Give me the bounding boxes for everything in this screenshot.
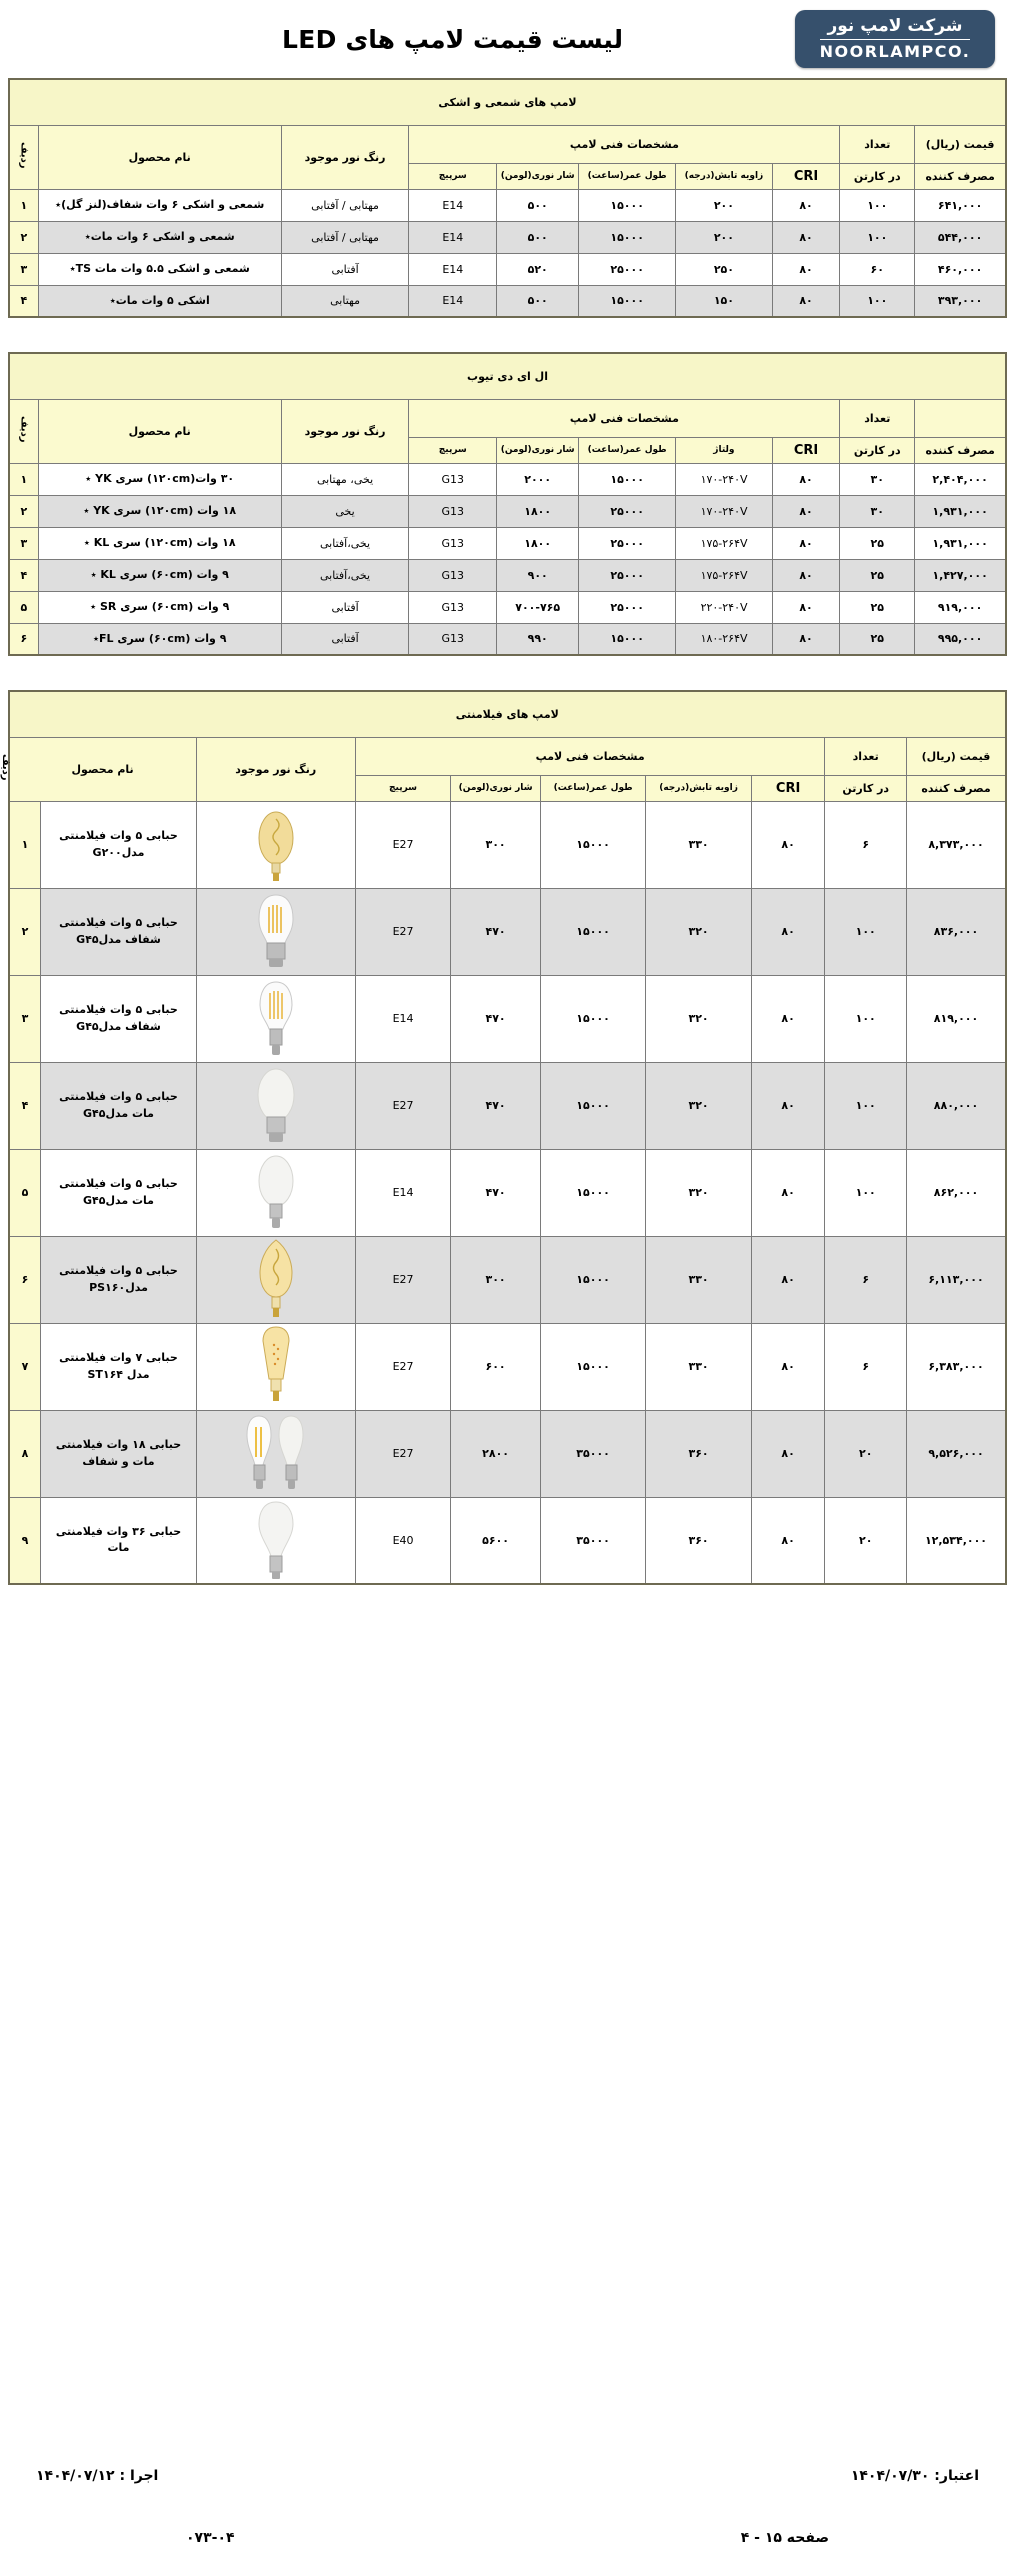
table-row xyxy=(9,285,1006,317)
cell-lifetime: ۱۵۰۰۰ xyxy=(579,221,676,253)
th-product-name: نام محصول xyxy=(9,737,196,801)
cell-lumen: ۵۲۰ xyxy=(497,253,579,285)
table-row xyxy=(9,189,1006,221)
company-logo xyxy=(795,10,995,68)
cell-per-carton: ۱۰۰ xyxy=(825,1149,907,1236)
th-socket: سرپیچ xyxy=(409,163,497,189)
table-row xyxy=(9,1410,1006,1497)
cell-bulb-image xyxy=(196,1497,355,1584)
cell-socket: E27 xyxy=(355,1062,451,1149)
th-cri: CRI xyxy=(751,775,825,801)
section-banner xyxy=(9,691,1006,737)
cell-socket: E27 xyxy=(355,1410,451,1497)
cell-product-name: ۹ وات (۶۰cm) سری KL ٭ xyxy=(38,559,281,591)
th-lumen: شار نوری(لومن) xyxy=(497,437,579,463)
amber-teardrop-icon xyxy=(199,1240,353,1320)
cell-product-name: شمعی و اشکی ۶ وات مات٭ xyxy=(38,221,281,253)
cell-product-name: حبابی ۵ وات فیلامنتی مات مدلG۴۵ xyxy=(41,1062,196,1149)
cell-row-index: ۸ xyxy=(9,1410,41,1497)
page-footer xyxy=(0,2468,1015,2560)
cell-lumen: ۵۰۰ xyxy=(497,189,579,221)
table-row xyxy=(9,975,1006,1062)
cell-product-name: حبابی ۳۶ وات فیلامنتی مات xyxy=(41,1497,196,1584)
cell-product-name: ۱۸ وات (۱۲۰cm) سری YK ٭ xyxy=(38,495,281,527)
th-consumer: مصرف کننده xyxy=(907,775,1007,801)
cell-price: ۳۹۳,۰۰۰ xyxy=(915,285,1006,317)
cell-cri: ۸۰ xyxy=(751,975,825,1062)
cell-per-carton: ۱۰۰ xyxy=(825,975,907,1062)
cell-price: ۸۶۲,۰۰۰ xyxy=(907,1149,1007,1236)
cell-spec: ۳۳۰ xyxy=(646,1236,751,1323)
cell-price: ۱۲,۵۳۴,۰۰۰ xyxy=(907,1497,1007,1584)
cell-lifetime: ۱۵۰۰۰ xyxy=(540,1323,645,1410)
section-led-tube xyxy=(0,352,1015,656)
cell-lifetime: ۳۵۰۰۰ xyxy=(540,1497,645,1584)
cell-lifetime: ۱۵۰۰۰ xyxy=(540,1236,645,1323)
matte-e27-icon xyxy=(199,1066,353,1146)
cell-lumen: ۴۷۰ xyxy=(451,1149,541,1236)
cell-row-index: ۳ xyxy=(9,527,38,559)
cell-cri: ۸۰ xyxy=(751,1323,825,1410)
cell-per-carton: ۶ xyxy=(825,1323,907,1410)
section-title-filament: لامپ های فیلامنتی xyxy=(9,691,1006,737)
cell-light-color: آفتابی xyxy=(281,623,409,655)
th-per-carton: در کارتن xyxy=(825,775,907,801)
cell-spec: ۱۸۰-۲۶۴V xyxy=(676,623,773,655)
th-row-num: ردیف xyxy=(9,125,38,189)
cell-product-name: ۱۸ وات (۱۲۰cm) سری KL ٭ xyxy=(38,527,281,559)
cell-socket: E14 xyxy=(355,975,451,1062)
cell-cri: ۸۰ xyxy=(751,1236,825,1323)
th-light-color: رنگ نور موجود xyxy=(281,125,409,189)
th-light-color: رنگ نور موجود xyxy=(196,737,355,801)
cell-row-index: ۶ xyxy=(9,1236,41,1323)
cell-spec: ۳۲۰ xyxy=(646,888,751,975)
table-header-top xyxy=(9,737,1006,775)
table-row xyxy=(9,253,1006,285)
cell-per-carton: ۲۵ xyxy=(840,559,915,591)
th-spec: زاویه تابش(درجه) xyxy=(646,775,751,801)
cell-price: ۱,۴۲۷,۰۰۰ xyxy=(915,559,1006,591)
cell-price: ۶۴۱,۰۰۰ xyxy=(915,189,1006,221)
validity-date: اعتبار: ۱۴۰۴/۰۷/۳۰ xyxy=(850,2468,979,2484)
cell-price: ۸۸۰,۰۰۰ xyxy=(907,1062,1007,1149)
cell-lumen: ۶۰۰ xyxy=(451,1323,541,1410)
cell-price: ۹۱۹,۰۰۰ xyxy=(915,591,1006,623)
table-row xyxy=(9,463,1006,495)
cell-lumen: ۴۷۰ xyxy=(451,975,541,1062)
cell-light-color: یخی، مهتابی xyxy=(281,463,409,495)
cell-per-carton: ۲۰ xyxy=(825,1410,907,1497)
cell-product-name: شمعی و اشکی ۵.۵ وات مات TS٭ xyxy=(38,253,281,285)
th-socket: سرپیچ xyxy=(409,437,497,463)
cell-price: ۸,۳۷۳,۰۰۰ xyxy=(907,801,1007,888)
th-per-carton: در کارتن xyxy=(840,437,915,463)
cell-price: ۸۱۹,۰۰۰ xyxy=(907,975,1007,1062)
cell-light-color: مهتابی / آفتابی xyxy=(281,189,409,221)
table-row xyxy=(9,623,1006,655)
cell-light-color: آفتابی xyxy=(281,253,409,285)
cell-product-name: حبابی ۷ وات فیلامنتی مدل ST۱۶۴ xyxy=(41,1323,196,1410)
cell-lifetime: ۳۵۰۰۰ xyxy=(540,1410,645,1497)
cell-socket: E27 xyxy=(355,1236,451,1323)
clear-e27-icon xyxy=(199,892,353,972)
table-row xyxy=(9,888,1006,975)
cell-socket: E27 xyxy=(355,801,451,888)
cell-row-index: ۱ xyxy=(9,463,38,495)
th-price xyxy=(915,399,1006,437)
th-socket: سرپیچ xyxy=(355,775,451,801)
cell-spec: ۲۰۰ xyxy=(676,189,773,221)
cell-spec: ۳۶۰ xyxy=(646,1497,751,1584)
table-row xyxy=(9,1323,1006,1410)
cell-socket: G13 xyxy=(409,495,497,527)
cell-lumen: ۴۷۰ xyxy=(451,888,541,975)
cell-lifetime: ۲۵۰۰۰ xyxy=(579,495,676,527)
section-title-led-tube: ال ای دی تیوب xyxy=(9,353,1006,399)
cell-row-index: ۷ xyxy=(9,1323,41,1410)
th-lumen: شار نوری(لومن) xyxy=(451,775,541,801)
cell-row-index: ۲ xyxy=(9,888,41,975)
cell-product-name: ۹ وات (۶۰cm) سری SR ٭ xyxy=(38,591,281,623)
cell-lumen: ۲۰۰۰ xyxy=(497,463,579,495)
cell-bulb-image xyxy=(196,801,355,888)
th-consumer: مصرف کننده xyxy=(915,163,1006,189)
cell-per-carton: ۳۰ xyxy=(840,495,915,527)
page-number: صفحه ۱۵ - ۴ xyxy=(740,2530,829,2546)
cell-light-color: یخی،آفتابی xyxy=(281,527,409,559)
section-title-candle-teardrop: لامپ های شمعی و اشکی xyxy=(9,79,1006,125)
cell-lifetime: ۱۵۰۰۰ xyxy=(540,975,645,1062)
cell-socket: E27 xyxy=(355,1323,451,1410)
cell-lifetime: ۱۵۰۰۰ xyxy=(540,1062,645,1149)
price-sections xyxy=(0,78,1015,1585)
cell-light-color: یخی xyxy=(281,495,409,527)
clear-e14-icon xyxy=(199,979,353,1059)
amber-cone-icon xyxy=(199,1327,353,1407)
cell-product-name: ۳۰ وات(۱۲۰cm) سری YK ٭ xyxy=(38,463,281,495)
th-price: قیمت (ریال) xyxy=(915,125,1006,163)
cell-row-index: ۹ xyxy=(9,1497,41,1584)
cell-socket: E14 xyxy=(355,1149,451,1236)
page-header xyxy=(0,0,1015,78)
table-header-top xyxy=(9,399,1006,437)
cell-spec: ۱۷۵-۲۶۴V xyxy=(676,527,773,559)
cell-bulb-image xyxy=(196,1149,355,1236)
cell-row-index: ۱ xyxy=(9,801,41,888)
table-candle-teardrop xyxy=(8,78,1007,318)
cell-cri: ۸۰ xyxy=(772,495,840,527)
cell-light-color: یخی،آفتابی xyxy=(281,559,409,591)
cell-price: ۱,۹۳۱,۰۰۰ xyxy=(915,495,1006,527)
cell-per-carton: ۲۰ xyxy=(825,1497,907,1584)
cell-row-index: ۴ xyxy=(9,285,38,317)
cell-per-carton: ۱۰۰ xyxy=(825,1062,907,1149)
table-row xyxy=(9,591,1006,623)
cell-price: ۲,۴۰۴,۰۰۰ xyxy=(915,463,1006,495)
cell-lumen: ۲۸۰۰ xyxy=(451,1410,541,1497)
th-cri: CRI xyxy=(772,163,840,189)
cell-product-name: حبابی ۱۸ وات فیلامنتی مات و شفاف xyxy=(41,1410,196,1497)
page-title: لیست قیمت لامپ های LED xyxy=(282,24,623,54)
cell-socket: G13 xyxy=(409,463,497,495)
table-row xyxy=(9,1062,1006,1149)
th-spec: زاویه تابش(درجه) xyxy=(676,163,773,189)
cell-per-carton: ۱۰۰ xyxy=(840,285,915,317)
cell-price: ۹۹۵,۰۰۰ xyxy=(915,623,1006,655)
table-row xyxy=(9,1497,1006,1584)
cell-row-index: ۲ xyxy=(9,221,38,253)
section-banner xyxy=(9,353,1006,399)
cell-lifetime: ۲۵۰۰۰ xyxy=(579,253,676,285)
cell-cri: ۸۰ xyxy=(751,1062,825,1149)
cell-product-name: حبابی ۵ وات فیلامنتی مات مدلG۴۵ xyxy=(41,1149,196,1236)
cell-socket: E14 xyxy=(409,189,497,221)
th-light-color: رنگ نور موجود xyxy=(281,399,409,463)
cell-cri: ۸۰ xyxy=(751,1410,825,1497)
cell-socket: G13 xyxy=(409,527,497,559)
th-lumen: شار نوری(لومن) xyxy=(497,163,579,189)
cell-per-carton: ۶۰ xyxy=(840,253,915,285)
table-row xyxy=(9,1236,1006,1323)
cell-lifetime: ۲۵۰۰۰ xyxy=(579,591,676,623)
th-tech-specs: مشخصات فنی لامپ xyxy=(355,737,825,775)
cell-cri: ۸۰ xyxy=(772,463,840,495)
cell-spec: ۲۰۰ xyxy=(676,221,773,253)
cell-lifetime: ۱۵۰۰۰ xyxy=(540,888,645,975)
table-header-top xyxy=(9,125,1006,163)
cell-lifetime: ۲۵۰۰۰ xyxy=(579,527,676,559)
logo-text-fa: شرکت لامپ نور xyxy=(827,16,963,37)
th-lifetime: طول عمر(ساعت) xyxy=(540,775,645,801)
th-product-name: نام محصول xyxy=(38,125,281,189)
cell-spec: ۱۷۰-۲۴۰V xyxy=(676,463,773,495)
cell-cri: ۸۰ xyxy=(751,888,825,975)
th-consumer: مصرف کننده xyxy=(915,437,1006,463)
cell-socket: G13 xyxy=(409,591,497,623)
section-candle-teardrop xyxy=(0,78,1015,318)
cell-spec: ۱۵۰ xyxy=(676,285,773,317)
big-matte-icon xyxy=(199,1500,353,1580)
cell-light-color: مهتابی / آفتابی xyxy=(281,221,409,253)
th-row-num: ردیف xyxy=(9,399,38,463)
cell-bulb-image xyxy=(196,1236,355,1323)
cell-row-index: ۵ xyxy=(9,1149,41,1236)
cell-row-index: ۳ xyxy=(9,975,41,1062)
cell-cri: ۸۰ xyxy=(772,221,840,253)
cell-price: ۹,۵۲۶,۰۰۰ xyxy=(907,1410,1007,1497)
cell-cri: ۸۰ xyxy=(772,253,840,285)
th-count: تعداد xyxy=(840,399,915,437)
cell-per-carton: ۱۰۰ xyxy=(825,888,907,975)
cell-spec: ۳۲۰ xyxy=(646,1149,751,1236)
cell-lifetime: ۲۵۰۰۰ xyxy=(579,559,676,591)
cell-socket: G13 xyxy=(409,559,497,591)
cell-lumen: ۱۸۰۰ xyxy=(497,527,579,559)
cell-cri: ۸۰ xyxy=(772,559,840,591)
cell-product-name: حبابی ۵ وات فیلامنتی شفاف مدلG۴۵ xyxy=(41,888,196,975)
th-price: قیمت (ریال) xyxy=(907,737,1007,775)
cell-spec: ۳۳۰ xyxy=(646,1323,751,1410)
cell-price: ۱,۹۳۱,۰۰۰ xyxy=(915,527,1006,559)
table-row xyxy=(9,221,1006,253)
cell-lifetime: ۱۵۰۰۰ xyxy=(579,189,676,221)
cell-product-name: حبابی ۵ وات فیلامنتی مدلG۲۰۰ xyxy=(41,801,196,888)
section-filament xyxy=(0,690,1015,1585)
cell-spec: ۲۵۰ xyxy=(676,253,773,285)
cell-cri: ۸۰ xyxy=(772,189,840,221)
cell-lumen: ۵۶۰۰ xyxy=(451,1497,541,1584)
cell-cri: ۸۰ xyxy=(772,285,840,317)
cell-cri: ۸۰ xyxy=(772,623,840,655)
cell-spec: ۳۲۰ xyxy=(646,975,751,1062)
cell-cri: ۸۰ xyxy=(751,801,825,888)
cell-bulb-image xyxy=(196,1062,355,1149)
cell-product-name: ۹ وات (۶۰cm) سری FL٭ xyxy=(38,623,281,655)
th-spec: ولتاژ xyxy=(676,437,773,463)
cell-product-name: شمعی و اشکی ۶ وات شفاف(لنز گل)٭ xyxy=(38,189,281,221)
cell-spec: ۱۷۰-۲۴۰V xyxy=(676,495,773,527)
table-row xyxy=(9,801,1006,888)
cell-cri: ۸۰ xyxy=(772,591,840,623)
cell-per-carton: ۶ xyxy=(825,801,907,888)
th-product-name: نام محصول xyxy=(38,399,281,463)
table-filament xyxy=(0,690,1007,1585)
cell-product-name: اشکی ۵ وات مات٭ xyxy=(38,285,281,317)
cell-bulb-image xyxy=(196,975,355,1062)
cell-bulb-image xyxy=(196,1410,355,1497)
cell-lifetime: ۱۵۰۰۰ xyxy=(579,285,676,317)
cell-per-carton: ۲۵ xyxy=(840,591,915,623)
cell-bulb-image xyxy=(196,1323,355,1410)
th-lifetime: طول عمر(ساعت) xyxy=(579,437,676,463)
th-cri: CRI xyxy=(772,437,840,463)
table-row xyxy=(9,1149,1006,1236)
cell-price: ۴۶۰,۰۰۰ xyxy=(915,253,1006,285)
cell-per-carton: ۳۰ xyxy=(840,463,915,495)
cell-bulb-image xyxy=(196,888,355,975)
cell-row-index: ۴ xyxy=(9,559,38,591)
cell-cri: ۸۰ xyxy=(772,527,840,559)
th-lifetime: طول عمر(ساعت) xyxy=(579,163,676,189)
execution-date: اجرا : ۱۴۰۴/۰۷/۱۲ xyxy=(36,2468,159,2484)
table-row xyxy=(9,527,1006,559)
cell-price: ۶,۱۱۳,۰۰۰ xyxy=(907,1236,1007,1323)
cell-per-carton: ۲۵ xyxy=(840,623,915,655)
th-per-carton: در کارتن xyxy=(840,163,915,189)
cell-lumen: ۵۰۰ xyxy=(497,285,579,317)
cell-lumen: ۷۰۰-۷۶۵ xyxy=(497,591,579,623)
cell-row-index: ۶ xyxy=(9,623,38,655)
cell-cri: ۸۰ xyxy=(751,1149,825,1236)
cell-price: ۶,۳۸۳,۰۰۰ xyxy=(907,1323,1007,1410)
cell-price: ۸۳۶,۰۰۰ xyxy=(907,888,1007,975)
table-row xyxy=(9,495,1006,527)
cell-spec: ۳۳۰ xyxy=(646,801,751,888)
th-tech-specs: مشخصات فنی لامپ xyxy=(409,399,840,437)
pair-icon xyxy=(199,1414,353,1494)
cell-product-name: حبابی ۵ وات فیلامنتی شفاف مدلG۴۵ xyxy=(41,975,196,1062)
cell-lifetime: ۱۵۰۰۰ xyxy=(579,623,676,655)
logo-text-en: NOORLAMPCO. xyxy=(819,41,971,61)
cell-lumen: ۹۰۰ xyxy=(497,559,579,591)
cell-spec: ۳۶۰ xyxy=(646,1410,751,1497)
cell-socket: E40 xyxy=(355,1497,451,1584)
logo-divider xyxy=(820,39,970,40)
th-tech-specs: مشخصات فنی لامپ xyxy=(409,125,840,163)
cell-lumen: ۱۸۰۰ xyxy=(497,495,579,527)
cell-lumen: ۵۰۰ xyxy=(497,221,579,253)
cell-row-index: ۳ xyxy=(9,253,38,285)
cell-socket: G13 xyxy=(409,623,497,655)
cell-row-index: ۵ xyxy=(9,591,38,623)
section-banner xyxy=(9,79,1006,125)
cell-lumen: ۳۰۰ xyxy=(451,1236,541,1323)
cell-row-index: ۱ xyxy=(9,189,38,221)
cell-row-index: ۴ xyxy=(9,1062,41,1149)
cell-socket: E27 xyxy=(355,888,451,975)
th-count: تعداد xyxy=(825,737,907,775)
cell-lifetime: ۱۵۰۰۰ xyxy=(540,801,645,888)
cell-per-carton: ۲۵ xyxy=(840,527,915,559)
cell-light-color: مهتابی xyxy=(281,285,409,317)
cell-cri: ۸۰ xyxy=(751,1497,825,1584)
cell-lumen: ۳۰۰ xyxy=(451,801,541,888)
cell-spec: ۳۲۰ xyxy=(646,1062,751,1149)
cell-per-carton: ۱۰۰ xyxy=(840,221,915,253)
cell-per-carton: ۱۰۰ xyxy=(840,189,915,221)
cell-spec: ۲۲۰-۲۴۰V xyxy=(676,591,773,623)
cell-socket: E14 xyxy=(409,221,497,253)
cell-socket: E14 xyxy=(409,253,497,285)
table-led-tube xyxy=(8,352,1007,656)
cell-per-carton: ۶ xyxy=(825,1236,907,1323)
cell-socket: E14 xyxy=(409,285,497,317)
cell-lumen: ۹۹۰ xyxy=(497,623,579,655)
cell-product-name: حبابی ۵ وات فیلامنتی مدلPS۱۶۰ xyxy=(41,1236,196,1323)
th-count: تعداد xyxy=(840,125,915,163)
document-code: ۰۷۳-۰۴ xyxy=(186,2530,235,2546)
cell-lumen: ۴۷۰ xyxy=(451,1062,541,1149)
cell-light-color: آفتابی xyxy=(281,591,409,623)
cell-lifetime: ۱۵۰۰۰ xyxy=(540,1149,645,1236)
matte-e14-icon xyxy=(199,1153,353,1233)
cell-price: ۵۴۴,۰۰۰ xyxy=(915,221,1006,253)
table-row xyxy=(9,559,1006,591)
cell-lifetime: ۱۵۰۰۰ xyxy=(579,463,676,495)
amber-oval-icon xyxy=(199,805,353,885)
cell-spec: ۱۷۵-۲۶۴V xyxy=(676,559,773,591)
cell-row-index: ۲ xyxy=(9,495,38,527)
